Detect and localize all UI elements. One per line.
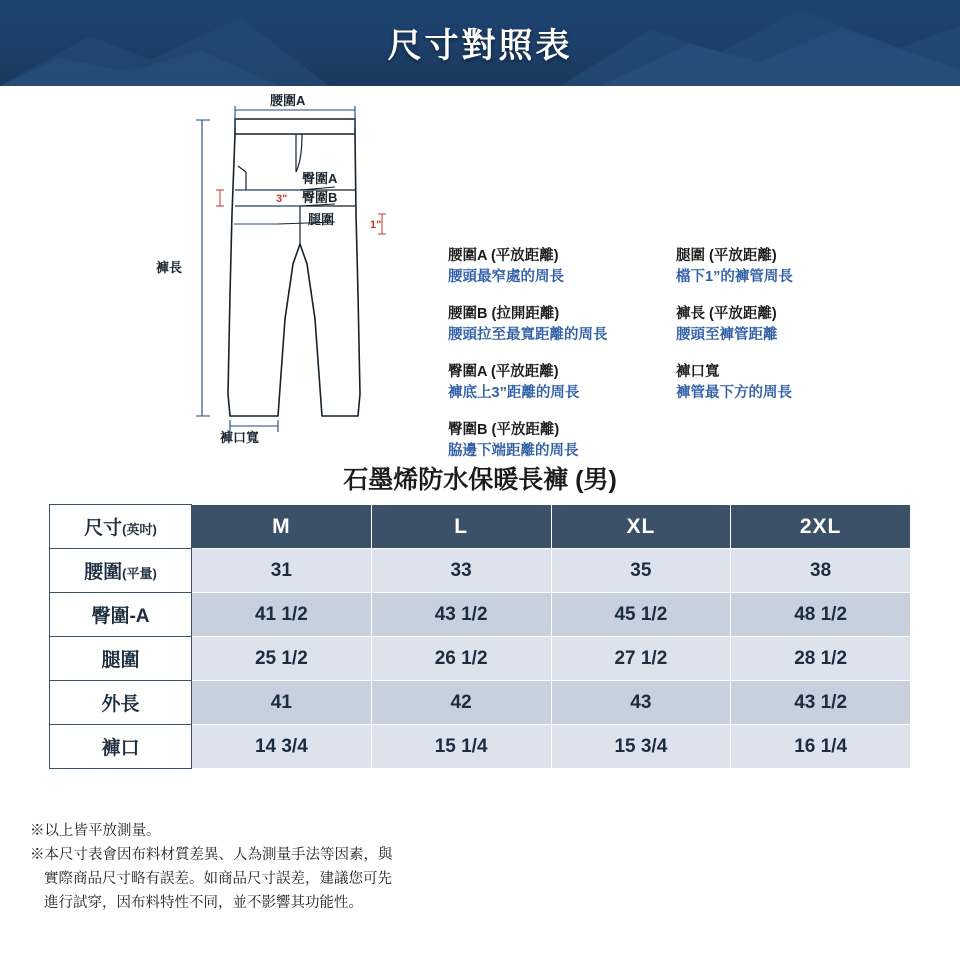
label-pant-length: 褲長	[156, 260, 183, 275]
row-label: 腿圍	[101, 650, 140, 671]
cell-value: 28 1/2	[731, 637, 911, 681]
cell-value: 41 1/2	[192, 593, 372, 637]
label-hip-a: 臀圍A	[302, 171, 338, 186]
definition-term: 腿圍 (平放距離)	[676, 248, 777, 264]
definition-term: 臀圍A (平放距離)	[448, 364, 559, 381]
size-header-2xl: 2XL	[731, 505, 911, 549]
cell-value: 41	[192, 681, 372, 725]
definition-item	[448, 362, 668, 404]
table-header-row	[50, 505, 911, 549]
definition-desc: 褲管最下方的周長	[676, 385, 792, 402]
cell-value: 48 1/2	[731, 593, 911, 637]
definition-term: 臀圍B (平放距離)	[448, 422, 560, 439]
corner-label: 尺寸	[84, 518, 123, 539]
row-header-leg-opening	[50, 725, 192, 769]
definition-item	[676, 304, 886, 346]
label-3inch: 3"	[276, 193, 288, 205]
cell-value: 26 1/2	[371, 637, 551, 681]
page-title: 尺寸對照表	[387, 27, 573, 65]
definition-desc: 檔下1”的褲管周長	[676, 269, 793, 286]
size-header-m: M	[192, 505, 372, 549]
cell-value: 27 1/2	[551, 637, 731, 681]
definition-desc: 褲底上3”距離的周長	[448, 385, 580, 402]
cell-value: 38	[731, 549, 911, 593]
definition-item	[676, 246, 886, 288]
size-header-l: L	[371, 505, 551, 549]
footnotes	[30, 820, 730, 916]
definition-item	[448, 420, 668, 462]
label-hip-b: 臀圍B	[302, 190, 338, 205]
row-unit: (平量)	[122, 566, 157, 581]
cell-value: 33	[371, 549, 551, 593]
label-waist-a: 腰圍A	[270, 94, 306, 108]
row-header-thigh	[50, 637, 192, 681]
row-label: 褲口	[101, 738, 140, 759]
definition-term: 褲長 (平放距離)	[676, 306, 777, 323]
label-thigh: 腿圍	[308, 212, 335, 227]
pants-diagram-icon	[150, 94, 450, 444]
definition-desc: 腰頭拉至最寬距離的周長	[448, 327, 608, 344]
footnote-line: 實際商品尺寸略有誤差。如商品尺寸誤差，建議您可先	[44, 870, 392, 887]
definition-desc: 脇邊下端距離的周長	[448, 443, 579, 460]
label-leg-opening: 褲口寬	[220, 430, 260, 444]
cell-value: 35	[551, 549, 731, 593]
cell-value: 42	[371, 681, 551, 725]
label-1inch: 1"	[370, 219, 382, 231]
definition-term: 腰圍B (拉開距離)	[448, 306, 560, 323]
definition-item	[676, 362, 886, 404]
row-label: 腰圍	[84, 562, 123, 583]
cell-value: 25 1/2	[192, 637, 372, 681]
definition-item	[448, 246, 668, 288]
cell-value: 45 1/2	[551, 593, 731, 637]
table-row	[50, 549, 911, 593]
definition-desc: 腰頭最窄處的周長	[448, 269, 564, 286]
definition-term: 腰圍A (平放距離)	[448, 248, 559, 264]
table-row	[50, 593, 911, 637]
definitions-column-left	[448, 246, 668, 478]
footnote-line: 進行試穿，因布料特性不同，並不影響其功能性。	[44, 894, 363, 911]
definition-term: 褲口寬	[676, 364, 720, 381]
footnote-line: ※本尺寸表會因布料材質差異、人為測量手法等因素，與	[30, 846, 393, 863]
row-label: 外長	[101, 694, 140, 715]
row-header-hip-a	[50, 593, 192, 637]
cell-value: 16 1/4	[731, 725, 911, 769]
definition-item	[448, 304, 668, 346]
diagram-area	[0, 86, 960, 458]
footnote-line: ※以上皆平放測量。	[30, 823, 161, 839]
row-header-waist	[50, 549, 192, 593]
cell-value: 14 3/4	[192, 725, 372, 769]
table-row	[50, 637, 911, 681]
size-table-wrap	[49, 504, 911, 769]
table-row	[50, 681, 911, 725]
table-corner-cell	[50, 505, 192, 549]
product-title: 石墨烯防水保暖長褲 (男)	[343, 466, 617, 494]
cell-value: 43	[551, 681, 731, 725]
row-label: 臀圍-A	[91, 606, 150, 627]
cell-value: 15 1/4	[371, 725, 551, 769]
header-banner	[0, 0, 960, 86]
row-header-outseam	[50, 681, 192, 725]
cell-value: 15 3/4	[551, 725, 731, 769]
definition-desc: 腰頭至褲管距離	[676, 327, 778, 344]
definitions-column-right	[676, 246, 886, 420]
size-table	[49, 504, 911, 769]
size-header-xl: XL	[551, 505, 731, 549]
corner-unit: (英吋)	[122, 522, 157, 537]
cell-value: 31	[192, 549, 372, 593]
cell-value: 43 1/2	[731, 681, 911, 725]
table-row	[50, 725, 911, 769]
cell-value: 43 1/2	[371, 593, 551, 637]
